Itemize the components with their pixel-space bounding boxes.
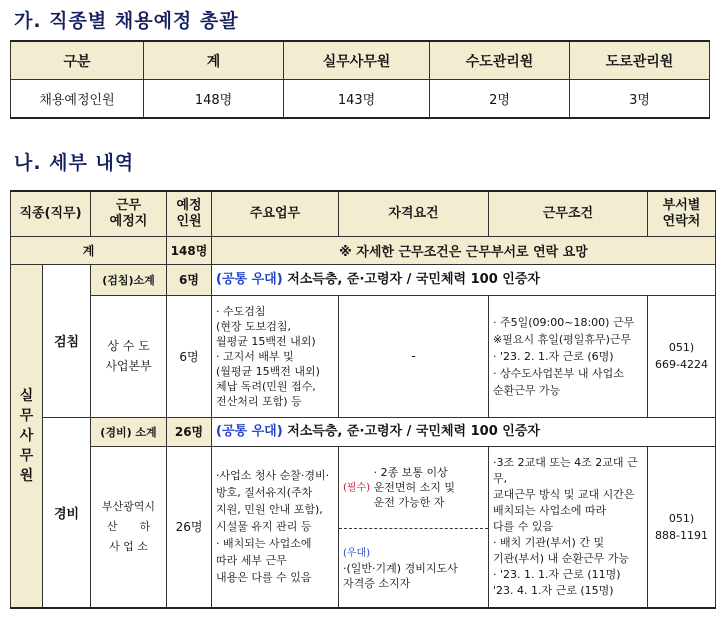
guard-qual-required: [339, 446, 489, 528]
summary-header-category: 구분: [11, 41, 144, 80]
meter-duty: · 수도검침 (현장 도보검침, 월평균 15백전 내외) · 고지서 배부 및 (월평균 15백전 내외) 체납 독려(민원 접수, 전산처리 포함) 등: [212, 295, 339, 417]
guard-place: 부산광역시 산 하 사 업 소: [91, 446, 167, 608]
meter-subtotal-label: (검침)소계: [91, 264, 167, 295]
guard-subtotal-tag: (공통 우대): [216, 424, 283, 439]
guard-qual-required-tag: (필수): [343, 482, 371, 493]
meter-subtotal-count: 6명: [167, 264, 212, 295]
summary-header-row: [11, 41, 710, 80]
detail-header-job: 직종(직무): [11, 191, 91, 236]
guard-subtotal-note: [212, 417, 716, 446]
detail-header-cond: 근무조건: [489, 191, 648, 236]
guard-subtotal-label: (경비) 소계: [91, 417, 167, 446]
summary-table: [10, 40, 710, 119]
guard-cond: ·3조 2교대 또는 4조 2교대 근무, 교대근무 방식 및 교대 시간은 배치되는 사업소에 따라 다를 수 있음 · 배치 기관(부서) 간 및 기관(부서) 내 순환근무 가능 · '23. 1. 1.자 근로 (11명) '23. 4. 1.자 근로 (15명): [489, 446, 648, 608]
guard-job-name: 경비: [43, 417, 91, 608]
detail-table: [10, 190, 716, 609]
guard-qual-preferred-text: ·(일반·기계) 경비지도사 자격증 소지자: [343, 562, 458, 590]
meter-subtotal-text: 저소득층, 준·고령자 / 국민체력 100 인증자: [287, 272, 540, 287]
meter-count: 6명: [167, 295, 212, 417]
guard-subtotal-row: [11, 417, 716, 446]
summary-cell-total: 148명: [144, 80, 284, 119]
summary-header-total: 계: [144, 41, 284, 80]
summary-cell-category: 채용예정인원: [11, 80, 144, 119]
detail-header-row: [11, 191, 716, 236]
detail-header-duty: 주요업무: [212, 191, 339, 236]
detail-header-count: 예정 인원: [167, 191, 212, 236]
meter-subtotal-note: [212, 264, 716, 295]
summary-data-row: [11, 80, 710, 119]
detail-total-row: [11, 236, 716, 264]
summary-cell-road: 3명: [570, 80, 710, 119]
guard-contact: 051) 888-1191: [648, 446, 716, 608]
detail-header-contact: 부서별 연락처: [648, 191, 716, 236]
guard-duty: ·사업소 청사 순찰·경비· 방호, 질서유지(주차 지원, 민원 안내 포함), 시설물 유지 관리 등 · 배치되는 사업소에 따라 세부 근무 내용은 다를 수 있음: [212, 446, 339, 608]
guard-qual-preferred: [339, 528, 489, 608]
summary-cell-water: 2명: [430, 80, 570, 119]
guard-subtotal-text: 저소득층, 준·고령자 / 국민체력 100 인증자: [287, 424, 540, 439]
summary-header-clerk: 실무사무원: [284, 41, 430, 80]
guard-qual-required-text: · 2종 보통 이상 운전면허 소지 및 운전 가능한 자: [373, 465, 455, 509]
guard-subtotal-count: 26명: [167, 417, 212, 446]
detail-total-count: 148명: [167, 236, 212, 264]
detail-total-label: 계: [11, 236, 167, 264]
section-2-title: 나. 세부 내역: [14, 152, 135, 174]
meter-detail-row: [11, 295, 716, 417]
detail-total-note: ※ 자세한 근무조건은 근무부서로 연락 요망: [212, 236, 716, 264]
meter-subtotal-row: [11, 264, 716, 295]
summary-header-road: 도로관리원: [570, 41, 710, 80]
detail-header-place: 근무 예정지: [91, 191, 167, 236]
summary-cell-clerk: 143명: [284, 80, 430, 119]
meter-job-name: 검침: [43, 264, 91, 417]
group-label-clerk: 실 무 사 무 원: [11, 264, 43, 608]
summary-header-water: 수도관리원: [430, 41, 570, 80]
section-1-title: 가. 직종별 채용예정 총괄: [14, 10, 239, 32]
meter-cond: · 주5일(09:00~18:00) 근무 ※필요시 휴일(평일휴무)근무 · '23. 2. 1.자 근로 (6명) · 상수도사업본부 내 사업소 순환근무 가능: [489, 295, 648, 417]
meter-place: 상 수 도 사업본부: [91, 295, 167, 417]
meter-contact: 051) 669-4224: [648, 295, 716, 417]
guard-detail-row-1: [11, 446, 716, 528]
detail-header-qual: 자격요건: [339, 191, 489, 236]
guard-qual-preferred-tag: (우대): [343, 548, 371, 559]
meter-subtotal-tag: (공통 우대): [216, 272, 283, 287]
meter-qual: -: [339, 295, 489, 417]
guard-count: 26명: [167, 446, 212, 608]
